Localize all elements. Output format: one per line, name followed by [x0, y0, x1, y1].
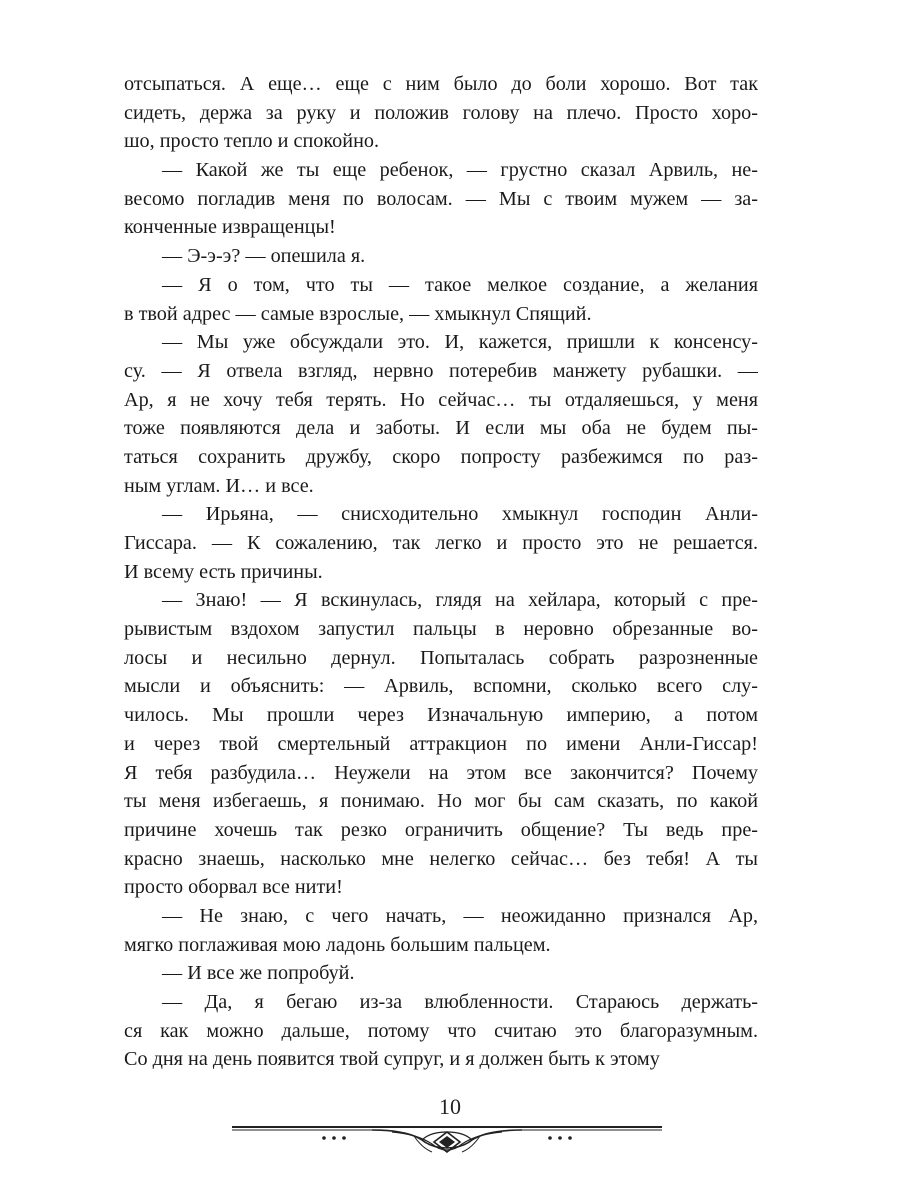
text-line: — Э-э-э? — опешила я.: [162, 245, 366, 268]
text-line: шо, просто тепло и спокойно.: [124, 130, 380, 153]
text-line: — Какой же ты еще ребенок, — грустно сказал Арвиль, не-: [162, 159, 758, 182]
paragraph: [124, 70, 758, 156]
paragraph: [124, 959, 758, 988]
text-line: — Я о том, что ты — такое мелкое создание, а желания: [162, 273, 758, 296]
text-line: мягко поглаживая мою ладонь большим пальцем.: [124, 933, 551, 956]
text-line: И всему есть причины.: [124, 560, 323, 583]
text-line: — И все же попробуй.: [162, 962, 355, 985]
text-line: и через твой смертельный аттракцион по имени Анли-Гиссар!: [124, 732, 758, 755]
paragraph: [124, 156, 758, 242]
text-line: ным углам. И… и все.: [124, 474, 314, 497]
text-line: Ар, я не хочу тебя терять. Но сейчас… ты отдаляешься, у меня: [124, 388, 758, 411]
paragraph: [124, 271, 758, 328]
paragraph: [124, 902, 758, 959]
text-line: чилось. Мы прошли через Изначальную империю, а потом: [124, 704, 758, 727]
text-line: красно знаешь, насколько мне нелегко сейчас… без тебя! А ты: [124, 847, 758, 870]
text-line: — Ирьяна, — снисходительно хмыкнул господин Анли-: [162, 503, 758, 526]
text-line: просто оборвал все нити!: [124, 876, 343, 899]
text-line: рывистым вздохом запустил пальцы в неровно обрезанные во-: [124, 618, 758, 641]
text-line: Гиссара. — К сожалению, так легко и просто это не решается.: [124, 532, 758, 554]
body-text: [124, 70, 758, 1074]
text-line: ся как можно дальше, потому что считаю это благоразумным.: [124, 1019, 758, 1042]
page-number: 10: [439, 1094, 461, 1119]
text-line: конченные извращенцы!: [124, 216, 336, 239]
text-line: сидеть, держа за руку и положив голову на плечо. Просто хоро-: [124, 101, 758, 124]
text-line: — Не знаю, с чего начать, — неожиданно признался Ар,: [162, 904, 758, 927]
paragraph: [124, 328, 758, 500]
text-line: отсыпаться. А еще… еще с ним было до боли хорошо. Вот так: [124, 73, 758, 95]
text-line: Я тебя разбудила… Неужели на этом все закончится? Почему: [124, 761, 758, 784]
text-line: — Да, я бегаю из-за влюбленности. Стараюсь держать-: [162, 991, 758, 1013]
paragraph: [124, 500, 758, 586]
text-line: весомо погладив меня по волосам. — Мы с твоим мужем — за-: [124, 187, 758, 210]
text-line: лосы и несильно дернул. Попыталась собрать разрозненные: [124, 646, 758, 669]
paragraph: [124, 988, 758, 1074]
text-line: таться сохранить дружбу, скоро попросту разбежимся по раз-: [124, 445, 758, 468]
text-line: су. — Я отвела взгляд, нервно потеребив манжету рубашки. —: [124, 359, 758, 382]
text-line: — Мы уже обсуждали это. И, кажется, пришли к консенсу-: [162, 331, 758, 354]
text-line: тоже появляются дела и заботы. И если мы оба не будем пы-: [124, 417, 758, 440]
paragraph: [124, 586, 758, 902]
text-line: мысли и объяснить: — Арвиль, вспомни, сколько всего слу-: [124, 675, 758, 698]
text-line: в твой адрес — самые взрослые, — хмыкнул Спящий.: [124, 302, 592, 325]
text-line: причине хочешь так резко ограничить общение? Ты ведь пре-: [124, 818, 758, 841]
paragraph: [124, 242, 758, 271]
text-line: Со дня на день появится твой супруг, и я должен быть к этому: [124, 1048, 660, 1071]
page-ornament-icon: [232, 1118, 662, 1158]
text-line: ты меня избегаешь, я понимаю. Но мог бы сам сказать, по какой: [124, 790, 758, 813]
text-line: — Знаю! — Я вскинулась, глядя на хейлара, который с пре-: [162, 589, 758, 612]
